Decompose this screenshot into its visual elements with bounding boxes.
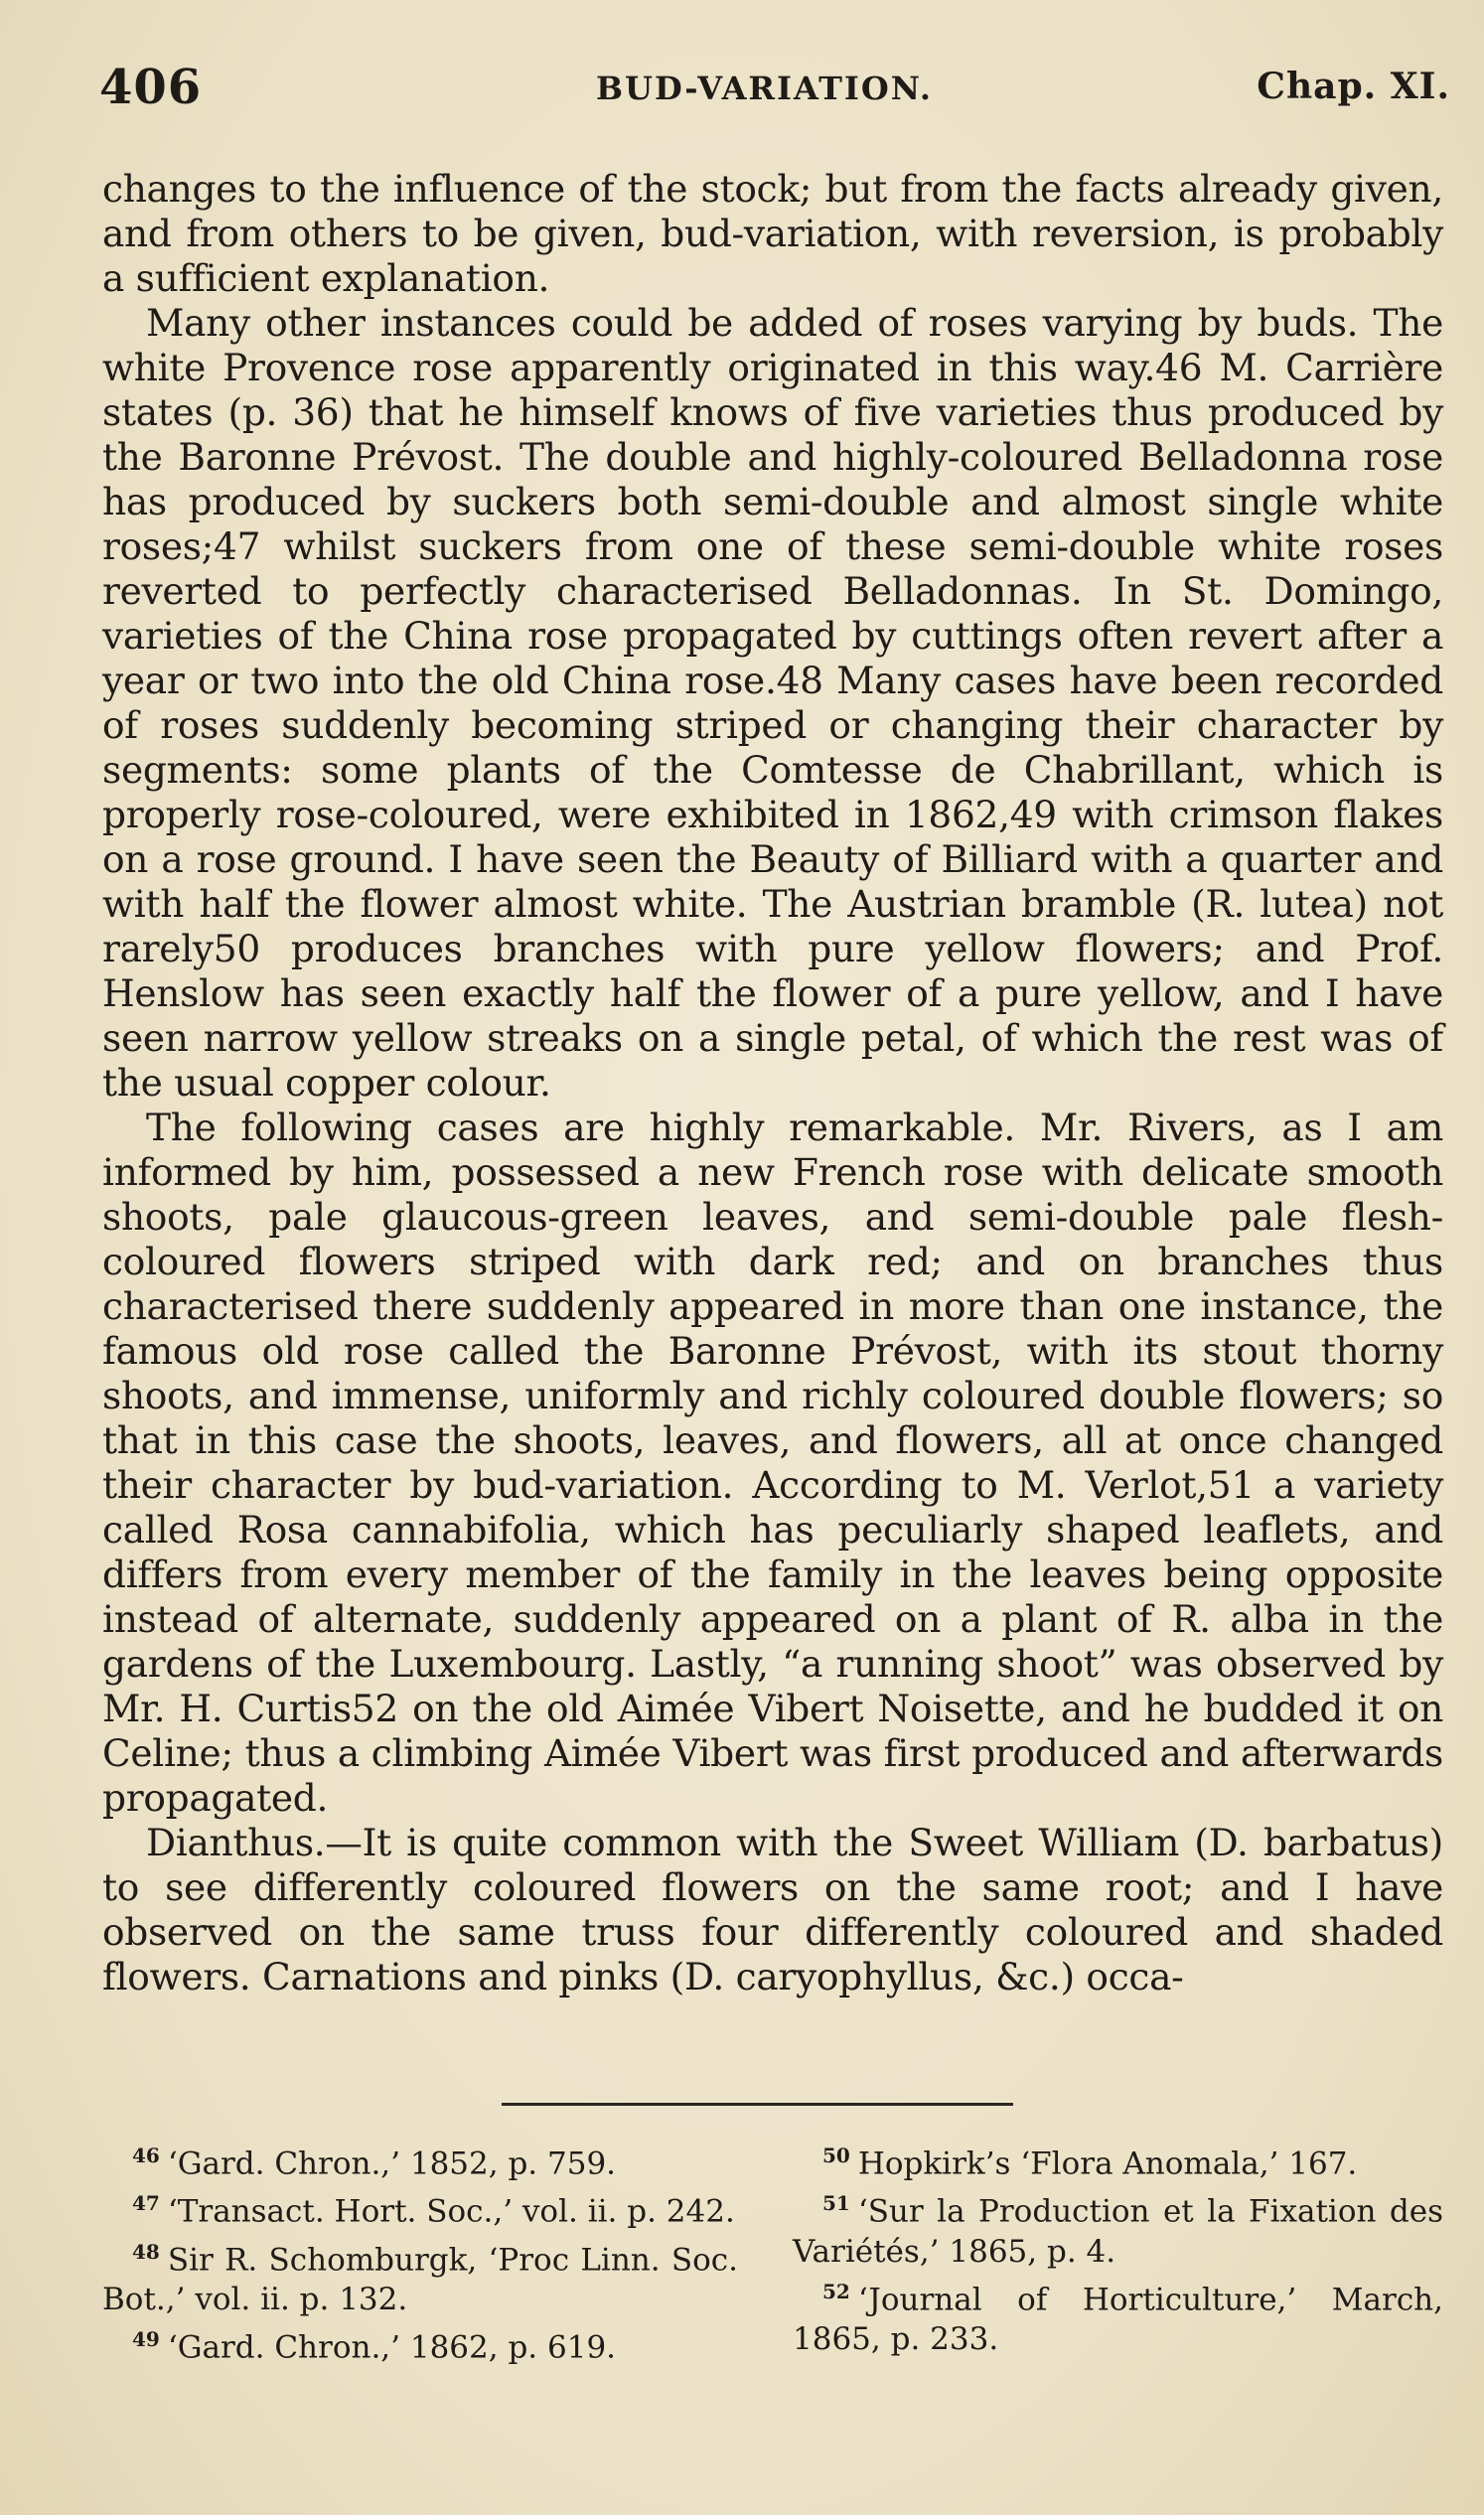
paragraph-2: Many other instances could be added of roses varying by buds. The white Provence rose apparently originated in this way.46 M. Carrière states (p. 36) that he himself knows of five varieties thus produced by the Baronne Prévost. The double and highly-coloured Belladonna rose has produced by suckers both semi-double and almost single white roses;47 whilst suckers from one of these semi-double white roses reverted to perfectly characterised Belladonnas. In St. Domingo, varieties of the China rose propagated by cuttings often revert after a year or two into the old China rose.48 Many cases have been recorded of roses suddenly becoming striped or changing their character by segments: some plants of the Comtesse de Chabrillant, which is properly rose-coloured, were exhibited in 1862,49 with crimson flakes on a rose ground. I have seen the Beauty of Billiard with a quarter and with half the flower almost white. The Austrian bramble (R. lutea) not rarely50 produces branches with pure yellow flowers; and Prof. Henslow has seen exactly half the flower of a pure yellow, and I have seen narrow yellow streaks on a single petal, of which the rest was of the usual copper colour. [102,301,1443,1105]
footnote-46: $^{46}$ ‘Gard. Chron.,’ 1852, p. 759. [132,2144,617,2182]
running-title: BUD-VARIATION. [596,70,934,107]
chapter-label: Chap. XI. [1257,66,1450,107]
footnote-50: $^{50}$ Hopkirk’s ‘Flora Anomala,’ 167. [822,2144,1358,2182]
main-text [102,167,1443,1999]
footnote-rule [502,2103,1013,2106]
paragraph-4: Dianthus.—It is quite common with the Sweet William (D. barbatus) to see differently coloured flowers on the same root; and I have observed on the same truss four differently coloured and shaded flowers. Carnations and pinks (D. caryophyllus, &c.) occa- [102,1821,1443,1998]
page-number: 406 [99,60,203,115]
footnote-52: $^{52}$ ‘Journal of Horticulture,’ March, 1865, p. 233. [793,2279,1443,2357]
footnote-48: $^{48}$ Sir R. Schomburgk, ‘Proc Linn. Soc. Bot.,’ vol. ii. p. 132. [102,2239,738,2317]
footnote-49: $^{49}$ ‘Gard. Chron.,’ 1862, p. 619. [132,2326,617,2366]
footnote-51: $^{51}$ ‘Sur la Production et la Fixation des Variétés,’ 1865, p. 4. [793,2191,1443,2270]
paragraph-1: changes to the influence of the stock; but from the facts already given, and from others to be given, bud-variation, with reversion, is probably a sufficient explanation. [102,167,1443,300]
footnotes-left-column [102,2136,738,2367]
footnote-47: $^{47}$ ‘Transact. Hort. Soc.,’ vol. ii. p. 242. [132,2191,735,2230]
paragraph-3: The following cases are highly remarkable. Mr. Rivers, as I am informed by him, possessed a new French rose with delicate smooth shoots, pale glaucous-green leaves, and semi-double pale flesh-coloured flowers striped with dark red; and on branches thus characterised there suddenly appeared in more than one instance, the famous old rose called the Baronne Prévost, with its stout thorny shoots, and immense, uniformly and richly coloured double flowers; so that in this case the shoots, leaves, and flowers, all at once changed their character by bud-variation. According to M. Verlot,51 a variety called Rosa cannabifolia, which has peculiarly shaped leaflets, and differs from every member of the family in the leaves being opposite instead of alternate, suddenly appeared on a plant of R. alba in the gardens of the Luxembourg. Lastly, “a running shoot” was observed by Mr. H. Curtis52 on the old Aimée Vibert Noisette, and he budded it on Celine; thus a climbing Aimée Vibert was first produced and afterwards propagated. [102,1106,1443,1820]
running-header [99,60,1450,119]
footnotes-right-column [793,2136,1443,2359]
